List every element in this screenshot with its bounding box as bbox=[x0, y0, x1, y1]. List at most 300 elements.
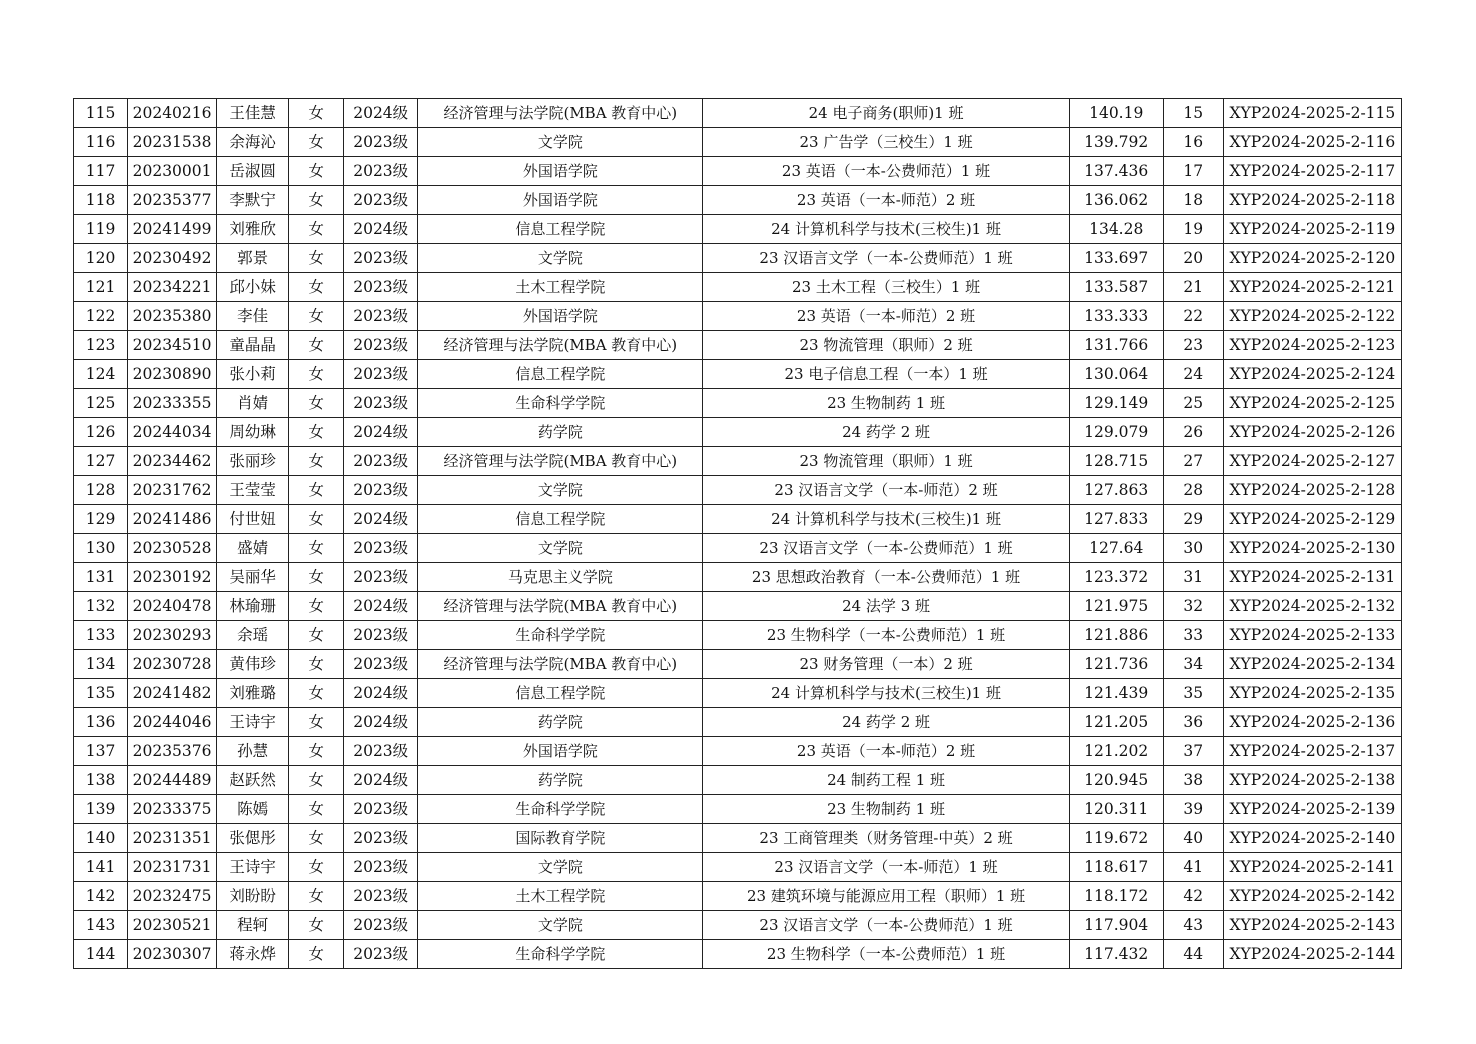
major-class-cell: 23 广告学（三校生）1 班 bbox=[703, 128, 1069, 157]
certificate-number-cell: XYP2024-2025-2-139 bbox=[1223, 795, 1401, 824]
serial-number-cell: 120 bbox=[74, 244, 128, 273]
table-row bbox=[74, 505, 1402, 534]
certificate-number-cell: XYP2024-2025-2-125 bbox=[1223, 389, 1401, 418]
serial-number-cell: 135 bbox=[74, 679, 128, 708]
score-cell: 121.975 bbox=[1069, 592, 1163, 621]
college-cell: 外国语学院 bbox=[418, 737, 703, 766]
student-name-cell: 陈嫣 bbox=[217, 795, 289, 824]
rank-cell: 17 bbox=[1163, 157, 1223, 186]
student-id-cell: 20240216 bbox=[128, 99, 217, 128]
rank-cell: 23 bbox=[1163, 331, 1223, 360]
gender-cell: 女 bbox=[289, 302, 344, 331]
serial-number-cell: 117 bbox=[74, 157, 128, 186]
serial-number-cell: 143 bbox=[74, 911, 128, 940]
college-cell: 文学院 bbox=[418, 476, 703, 505]
certificate-number-cell: XYP2024-2025-2-122 bbox=[1223, 302, 1401, 331]
student-id-cell: 20234510 bbox=[128, 331, 217, 360]
student-name-cell: 王佳慧 bbox=[217, 99, 289, 128]
student-name-cell: 张丽珍 bbox=[217, 447, 289, 476]
certificate-number-cell: XYP2024-2025-2-118 bbox=[1223, 186, 1401, 215]
student-id-cell: 20233375 bbox=[128, 795, 217, 824]
table-row bbox=[74, 99, 1402, 128]
grade-year-cell: 2023级 bbox=[344, 157, 418, 186]
major-class-cell: 24 制药工程 1 班 bbox=[703, 766, 1069, 795]
score-cell: 120.311 bbox=[1069, 795, 1163, 824]
grade-year-cell: 2024级 bbox=[344, 766, 418, 795]
student-ranking-table bbox=[73, 98, 1402, 969]
score-cell: 123.372 bbox=[1069, 563, 1163, 592]
student-id-cell: 20230728 bbox=[128, 650, 217, 679]
certificate-number-cell: XYP2024-2025-2-116 bbox=[1223, 128, 1401, 157]
gender-cell: 女 bbox=[289, 795, 344, 824]
rank-cell: 30 bbox=[1163, 534, 1223, 563]
grade-year-cell: 2023级 bbox=[344, 534, 418, 563]
rank-cell: 29 bbox=[1163, 505, 1223, 534]
serial-number-cell: 125 bbox=[74, 389, 128, 418]
grade-year-cell: 2023级 bbox=[344, 360, 418, 389]
certificate-number-cell: XYP2024-2025-2-129 bbox=[1223, 505, 1401, 534]
certificate-number-cell: XYP2024-2025-2-128 bbox=[1223, 476, 1401, 505]
grade-year-cell: 2023级 bbox=[344, 940, 418, 969]
table-body bbox=[74, 99, 1402, 969]
college-cell: 生命科学学院 bbox=[418, 940, 703, 969]
college-cell: 信息工程学院 bbox=[418, 215, 703, 244]
score-cell: 136.062 bbox=[1069, 186, 1163, 215]
rank-cell: 43 bbox=[1163, 911, 1223, 940]
table-row bbox=[74, 592, 1402, 621]
gender-cell: 女 bbox=[289, 621, 344, 650]
grade-year-cell: 2024级 bbox=[344, 679, 418, 708]
student-name-cell: 周幼琳 bbox=[217, 418, 289, 447]
score-cell: 121.439 bbox=[1069, 679, 1163, 708]
grade-year-cell: 2024级 bbox=[344, 592, 418, 621]
student-id-cell: 20230001 bbox=[128, 157, 217, 186]
serial-number-cell: 142 bbox=[74, 882, 128, 911]
serial-number-cell: 119 bbox=[74, 215, 128, 244]
student-id-cell: 20235380 bbox=[128, 302, 217, 331]
serial-number-cell: 128 bbox=[74, 476, 128, 505]
serial-number-cell: 140 bbox=[74, 824, 128, 853]
gender-cell: 女 bbox=[289, 447, 344, 476]
certificate-number-cell: XYP2024-2025-2-124 bbox=[1223, 360, 1401, 389]
score-cell: 129.079 bbox=[1069, 418, 1163, 447]
student-name-cell: 邱小妹 bbox=[217, 273, 289, 302]
certificate-number-cell: XYP2024-2025-2-133 bbox=[1223, 621, 1401, 650]
grade-year-cell: 2024级 bbox=[344, 215, 418, 244]
major-class-cell: 23 汉语言文学（一本-师范）2 班 bbox=[703, 476, 1069, 505]
table-row bbox=[74, 360, 1402, 389]
grade-year-cell: 2023级 bbox=[344, 737, 418, 766]
rank-cell: 32 bbox=[1163, 592, 1223, 621]
college-cell: 文学院 bbox=[418, 244, 703, 273]
score-cell: 129.149 bbox=[1069, 389, 1163, 418]
college-cell: 土木工程学院 bbox=[418, 273, 703, 302]
rank-cell: 25 bbox=[1163, 389, 1223, 418]
serial-number-cell: 127 bbox=[74, 447, 128, 476]
serial-number-cell: 118 bbox=[74, 186, 128, 215]
student-id-cell: 20230492 bbox=[128, 244, 217, 273]
student-id-cell: 20241482 bbox=[128, 679, 217, 708]
college-cell: 文学院 bbox=[418, 911, 703, 940]
college-cell: 生命科学学院 bbox=[418, 389, 703, 418]
student-name-cell: 刘盼盼 bbox=[217, 882, 289, 911]
student-name-cell: 王诗宇 bbox=[217, 708, 289, 737]
rank-cell: 42 bbox=[1163, 882, 1223, 911]
student-id-cell: 20241486 bbox=[128, 505, 217, 534]
score-cell: 127.863 bbox=[1069, 476, 1163, 505]
college-cell: 经济管理与法学院(MBA 教育中心) bbox=[418, 592, 703, 621]
score-cell: 133.587 bbox=[1069, 273, 1163, 302]
rank-cell: 15 bbox=[1163, 99, 1223, 128]
grade-year-cell: 2023级 bbox=[344, 186, 418, 215]
student-name-cell: 余海沁 bbox=[217, 128, 289, 157]
student-name-cell: 张小莉 bbox=[217, 360, 289, 389]
major-class-cell: 23 物流管理（职师）1 班 bbox=[703, 447, 1069, 476]
table-row bbox=[74, 331, 1402, 360]
college-cell: 经济管理与法学院(MBA 教育中心) bbox=[418, 331, 703, 360]
score-cell: 120.945 bbox=[1069, 766, 1163, 795]
major-class-cell: 23 物流管理（职师）2 班 bbox=[703, 331, 1069, 360]
student-name-cell: 岳淑圆 bbox=[217, 157, 289, 186]
major-class-cell: 23 汉语言文学（一本-师范）1 班 bbox=[703, 853, 1069, 882]
serial-number-cell: 116 bbox=[74, 128, 128, 157]
gender-cell: 女 bbox=[289, 244, 344, 273]
student-id-cell: 20231351 bbox=[128, 824, 217, 853]
certificate-number-cell: XYP2024-2025-2-134 bbox=[1223, 650, 1401, 679]
score-cell: 121.886 bbox=[1069, 621, 1163, 650]
score-cell: 128.715 bbox=[1069, 447, 1163, 476]
major-class-cell: 23 思想政治教育（一本-公费师范）1 班 bbox=[703, 563, 1069, 592]
student-id-cell: 20240478 bbox=[128, 592, 217, 621]
certificate-number-cell: XYP2024-2025-2-141 bbox=[1223, 853, 1401, 882]
college-cell: 药学院 bbox=[418, 766, 703, 795]
rank-cell: 26 bbox=[1163, 418, 1223, 447]
student-id-cell: 20231538 bbox=[128, 128, 217, 157]
student-id-cell: 20231731 bbox=[128, 853, 217, 882]
grade-year-cell: 2023级 bbox=[344, 447, 418, 476]
student-id-cell: 20233355 bbox=[128, 389, 217, 418]
student-id-cell: 20230192 bbox=[128, 563, 217, 592]
rank-cell: 38 bbox=[1163, 766, 1223, 795]
serial-number-cell: 141 bbox=[74, 853, 128, 882]
certificate-number-cell: XYP2024-2025-2-142 bbox=[1223, 882, 1401, 911]
gender-cell: 女 bbox=[289, 592, 344, 621]
college-cell: 外国语学院 bbox=[418, 302, 703, 331]
major-class-cell: 24 药学 2 班 bbox=[703, 708, 1069, 737]
grade-year-cell: 2023级 bbox=[344, 650, 418, 679]
major-class-cell: 23 英语（一本-师范）2 班 bbox=[703, 737, 1069, 766]
serial-number-cell: 123 bbox=[74, 331, 128, 360]
certificate-number-cell: XYP2024-2025-2-121 bbox=[1223, 273, 1401, 302]
grade-year-cell: 2023级 bbox=[344, 824, 418, 853]
serial-number-cell: 124 bbox=[74, 360, 128, 389]
grade-year-cell: 2023级 bbox=[344, 331, 418, 360]
table-row bbox=[74, 157, 1402, 186]
table-row bbox=[74, 940, 1402, 969]
table-row bbox=[74, 389, 1402, 418]
rank-cell: 24 bbox=[1163, 360, 1223, 389]
table-row bbox=[74, 244, 1402, 273]
college-cell: 经济管理与法学院(MBA 教育中心) bbox=[418, 650, 703, 679]
rank-cell: 20 bbox=[1163, 244, 1223, 273]
gender-cell: 女 bbox=[289, 911, 344, 940]
gender-cell: 女 bbox=[289, 273, 344, 302]
student-name-cell: 王诗宇 bbox=[217, 853, 289, 882]
grade-year-cell: 2023级 bbox=[344, 476, 418, 505]
college-cell: 土木工程学院 bbox=[418, 882, 703, 911]
grade-year-cell: 2023级 bbox=[344, 621, 418, 650]
gender-cell: 女 bbox=[289, 99, 344, 128]
gender-cell: 女 bbox=[289, 708, 344, 737]
college-cell: 国际教育学院 bbox=[418, 824, 703, 853]
gender-cell: 女 bbox=[289, 331, 344, 360]
score-cell: 127.64 bbox=[1069, 534, 1163, 563]
table-row bbox=[74, 911, 1402, 940]
table-row bbox=[74, 447, 1402, 476]
student-name-cell: 刘雅欣 bbox=[217, 215, 289, 244]
grade-year-cell: 2023级 bbox=[344, 244, 418, 273]
student-name-cell: 童晶晶 bbox=[217, 331, 289, 360]
major-class-cell: 23 工商管理类（财务管理-中英）2 班 bbox=[703, 824, 1069, 853]
grade-year-cell: 2023级 bbox=[344, 302, 418, 331]
gender-cell: 女 bbox=[289, 737, 344, 766]
major-class-cell: 23 财务管理（一本）2 班 bbox=[703, 650, 1069, 679]
gender-cell: 女 bbox=[289, 186, 344, 215]
serial-number-cell: 132 bbox=[74, 592, 128, 621]
table-row bbox=[74, 766, 1402, 795]
student-name-cell: 程轲 bbox=[217, 911, 289, 940]
gender-cell: 女 bbox=[289, 853, 344, 882]
student-id-cell: 20234221 bbox=[128, 273, 217, 302]
grade-year-cell: 2024级 bbox=[344, 99, 418, 128]
rank-cell: 31 bbox=[1163, 563, 1223, 592]
serial-number-cell: 129 bbox=[74, 505, 128, 534]
college-cell: 药学院 bbox=[418, 418, 703, 447]
major-class-cell: 23 英语（一本-师范）2 班 bbox=[703, 302, 1069, 331]
rank-cell: 40 bbox=[1163, 824, 1223, 853]
serial-number-cell: 115 bbox=[74, 99, 128, 128]
table-row bbox=[74, 302, 1402, 331]
college-cell: 外国语学院 bbox=[418, 157, 703, 186]
certificate-number-cell: XYP2024-2025-2-123 bbox=[1223, 331, 1401, 360]
table-row bbox=[74, 273, 1402, 302]
serial-number-cell: 134 bbox=[74, 650, 128, 679]
table-row bbox=[74, 534, 1402, 563]
certificate-number-cell: XYP2024-2025-2-127 bbox=[1223, 447, 1401, 476]
student-id-cell: 20230307 bbox=[128, 940, 217, 969]
score-cell: 131.766 bbox=[1069, 331, 1163, 360]
score-cell: 127.833 bbox=[1069, 505, 1163, 534]
rank-cell: 37 bbox=[1163, 737, 1223, 766]
certificate-number-cell: XYP2024-2025-2-135 bbox=[1223, 679, 1401, 708]
grade-year-cell: 2024级 bbox=[344, 418, 418, 447]
student-name-cell: 李佳 bbox=[217, 302, 289, 331]
college-cell: 文学院 bbox=[418, 128, 703, 157]
college-cell: 生命科学学院 bbox=[418, 621, 703, 650]
score-cell: 121.736 bbox=[1069, 650, 1163, 679]
certificate-number-cell: XYP2024-2025-2-144 bbox=[1223, 940, 1401, 969]
certificate-number-cell: XYP2024-2025-2-132 bbox=[1223, 592, 1401, 621]
student-id-cell: 20244046 bbox=[128, 708, 217, 737]
student-name-cell: 郭景 bbox=[217, 244, 289, 273]
serial-number-cell: 137 bbox=[74, 737, 128, 766]
table-row bbox=[74, 650, 1402, 679]
student-id-cell: 20230521 bbox=[128, 911, 217, 940]
rank-cell: 19 bbox=[1163, 215, 1223, 244]
gender-cell: 女 bbox=[289, 940, 344, 969]
rank-cell: 39 bbox=[1163, 795, 1223, 824]
serial-number-cell: 138 bbox=[74, 766, 128, 795]
grade-year-cell: 2023级 bbox=[344, 389, 418, 418]
major-class-cell: 23 电子信息工程（一本）1 班 bbox=[703, 360, 1069, 389]
major-class-cell: 23 英语（一本-公费师范）1 班 bbox=[703, 157, 1069, 186]
major-class-cell: 23 生物制药 1 班 bbox=[703, 795, 1069, 824]
serial-number-cell: 136 bbox=[74, 708, 128, 737]
college-cell: 马克思主义学院 bbox=[418, 563, 703, 592]
major-class-cell: 23 英语（一本-师范）2 班 bbox=[703, 186, 1069, 215]
rank-cell: 27 bbox=[1163, 447, 1223, 476]
major-class-cell: 24 计算机科学与技术(三校生)1 班 bbox=[703, 505, 1069, 534]
college-cell: 文学院 bbox=[418, 534, 703, 563]
serial-number-cell: 130 bbox=[74, 534, 128, 563]
student-name-cell: 盛婧 bbox=[217, 534, 289, 563]
student-name-cell: 林瑜珊 bbox=[217, 592, 289, 621]
score-cell: 133.333 bbox=[1069, 302, 1163, 331]
major-class-cell: 23 土木工程（三校生）1 班 bbox=[703, 273, 1069, 302]
certificate-number-cell: XYP2024-2025-2-138 bbox=[1223, 766, 1401, 795]
score-cell: 140.19 bbox=[1069, 99, 1163, 128]
score-cell: 133.697 bbox=[1069, 244, 1163, 273]
major-class-cell: 23 生物科学（一本-公费师范）1 班 bbox=[703, 621, 1069, 650]
table-row bbox=[74, 853, 1402, 882]
serial-number-cell: 131 bbox=[74, 563, 128, 592]
table-row bbox=[74, 882, 1402, 911]
certificate-number-cell: XYP2024-2025-2-130 bbox=[1223, 534, 1401, 563]
major-class-cell: 24 计算机科学与技术(三校生)1 班 bbox=[703, 679, 1069, 708]
major-class-cell: 23 汉语言文学（一本-公费师范）1 班 bbox=[703, 244, 1069, 273]
table-row bbox=[74, 563, 1402, 592]
gender-cell: 女 bbox=[289, 128, 344, 157]
score-cell: 121.205 bbox=[1069, 708, 1163, 737]
score-cell: 130.064 bbox=[1069, 360, 1163, 389]
student-name-cell: 张偲彤 bbox=[217, 824, 289, 853]
table-row bbox=[74, 418, 1402, 447]
gender-cell: 女 bbox=[289, 157, 344, 186]
table-row bbox=[74, 215, 1402, 244]
student-id-cell: 20244489 bbox=[128, 766, 217, 795]
student-id-cell: 20230528 bbox=[128, 534, 217, 563]
college-cell: 文学院 bbox=[418, 853, 703, 882]
table-row bbox=[74, 186, 1402, 215]
college-cell: 生命科学学院 bbox=[418, 795, 703, 824]
certificate-number-cell: XYP2024-2025-2-140 bbox=[1223, 824, 1401, 853]
rank-cell: 21 bbox=[1163, 273, 1223, 302]
table-row bbox=[74, 476, 1402, 505]
student-id-cell: 20235376 bbox=[128, 737, 217, 766]
serial-number-cell: 126 bbox=[74, 418, 128, 447]
serial-number-cell: 121 bbox=[74, 273, 128, 302]
grade-year-cell: 2023级 bbox=[344, 128, 418, 157]
major-class-cell: 23 建筑环境与能源应用工程（职师）1 班 bbox=[703, 882, 1069, 911]
gender-cell: 女 bbox=[289, 505, 344, 534]
college-cell: 外国语学院 bbox=[418, 186, 703, 215]
college-cell: 信息工程学院 bbox=[418, 505, 703, 534]
certificate-number-cell: XYP2024-2025-2-119 bbox=[1223, 215, 1401, 244]
student-name-cell: 王莹莹 bbox=[217, 476, 289, 505]
student-name-cell: 付世妞 bbox=[217, 505, 289, 534]
serial-number-cell: 122 bbox=[74, 302, 128, 331]
score-cell: 119.672 bbox=[1069, 824, 1163, 853]
student-id-cell: 20230293 bbox=[128, 621, 217, 650]
table-row bbox=[74, 824, 1402, 853]
college-cell: 经济管理与法学院(MBA 教育中心) bbox=[418, 447, 703, 476]
student-name-cell: 肖婧 bbox=[217, 389, 289, 418]
grade-year-cell: 2023级 bbox=[344, 273, 418, 302]
certificate-number-cell: XYP2024-2025-2-115 bbox=[1223, 99, 1401, 128]
student-id-cell: 20234462 bbox=[128, 447, 217, 476]
score-cell: 118.172 bbox=[1069, 882, 1163, 911]
student-name-cell: 李默宁 bbox=[217, 186, 289, 215]
student-name-cell: 黄伟珍 bbox=[217, 650, 289, 679]
score-cell: 117.904 bbox=[1069, 911, 1163, 940]
student-name-cell: 孙慧 bbox=[217, 737, 289, 766]
student-id-cell: 20230890 bbox=[128, 360, 217, 389]
student-id-cell: 20231762 bbox=[128, 476, 217, 505]
gender-cell: 女 bbox=[289, 650, 344, 679]
gender-cell: 女 bbox=[289, 534, 344, 563]
serial-number-cell: 144 bbox=[74, 940, 128, 969]
certificate-number-cell: XYP2024-2025-2-126 bbox=[1223, 418, 1401, 447]
gender-cell: 女 bbox=[289, 215, 344, 244]
gender-cell: 女 bbox=[289, 418, 344, 447]
grade-year-cell: 2023级 bbox=[344, 853, 418, 882]
student-name-cell: 余瑶 bbox=[217, 621, 289, 650]
rank-cell: 41 bbox=[1163, 853, 1223, 882]
table-row bbox=[74, 795, 1402, 824]
rank-cell: 34 bbox=[1163, 650, 1223, 679]
rank-cell: 44 bbox=[1163, 940, 1223, 969]
gender-cell: 女 bbox=[289, 476, 344, 505]
grade-year-cell: 2023级 bbox=[344, 563, 418, 592]
serial-number-cell: 133 bbox=[74, 621, 128, 650]
table-row bbox=[74, 708, 1402, 737]
rank-cell: 33 bbox=[1163, 621, 1223, 650]
student-id-cell: 20235377 bbox=[128, 186, 217, 215]
table-row bbox=[74, 128, 1402, 157]
certificate-number-cell: XYP2024-2025-2-120 bbox=[1223, 244, 1401, 273]
major-class-cell: 24 计算机科学与技术(三校生)1 班 bbox=[703, 215, 1069, 244]
rank-cell: 22 bbox=[1163, 302, 1223, 331]
grade-year-cell: 2023级 bbox=[344, 882, 418, 911]
college-cell: 信息工程学院 bbox=[418, 360, 703, 389]
major-class-cell: 23 汉语言文学（一本-公费师范）1 班 bbox=[703, 911, 1069, 940]
gender-cell: 女 bbox=[289, 360, 344, 389]
college-cell: 经济管理与法学院(MBA 教育中心) bbox=[418, 99, 703, 128]
student-name-cell: 刘雅璐 bbox=[217, 679, 289, 708]
score-cell: 134.28 bbox=[1069, 215, 1163, 244]
major-class-cell: 23 汉语言文学（一本-公费师范）1 班 bbox=[703, 534, 1069, 563]
grade-year-cell: 2023级 bbox=[344, 911, 418, 940]
grade-year-cell: 2024级 bbox=[344, 708, 418, 737]
certificate-number-cell: XYP2024-2025-2-131 bbox=[1223, 563, 1401, 592]
major-class-cell: 24 电子商务(职师)1 班 bbox=[703, 99, 1069, 128]
certificate-number-cell: XYP2024-2025-2-136 bbox=[1223, 708, 1401, 737]
table-row bbox=[74, 679, 1402, 708]
gender-cell: 女 bbox=[289, 766, 344, 795]
certificate-number-cell: XYP2024-2025-2-143 bbox=[1223, 911, 1401, 940]
major-class-cell: 24 法学 3 班 bbox=[703, 592, 1069, 621]
score-cell: 118.617 bbox=[1069, 853, 1163, 882]
